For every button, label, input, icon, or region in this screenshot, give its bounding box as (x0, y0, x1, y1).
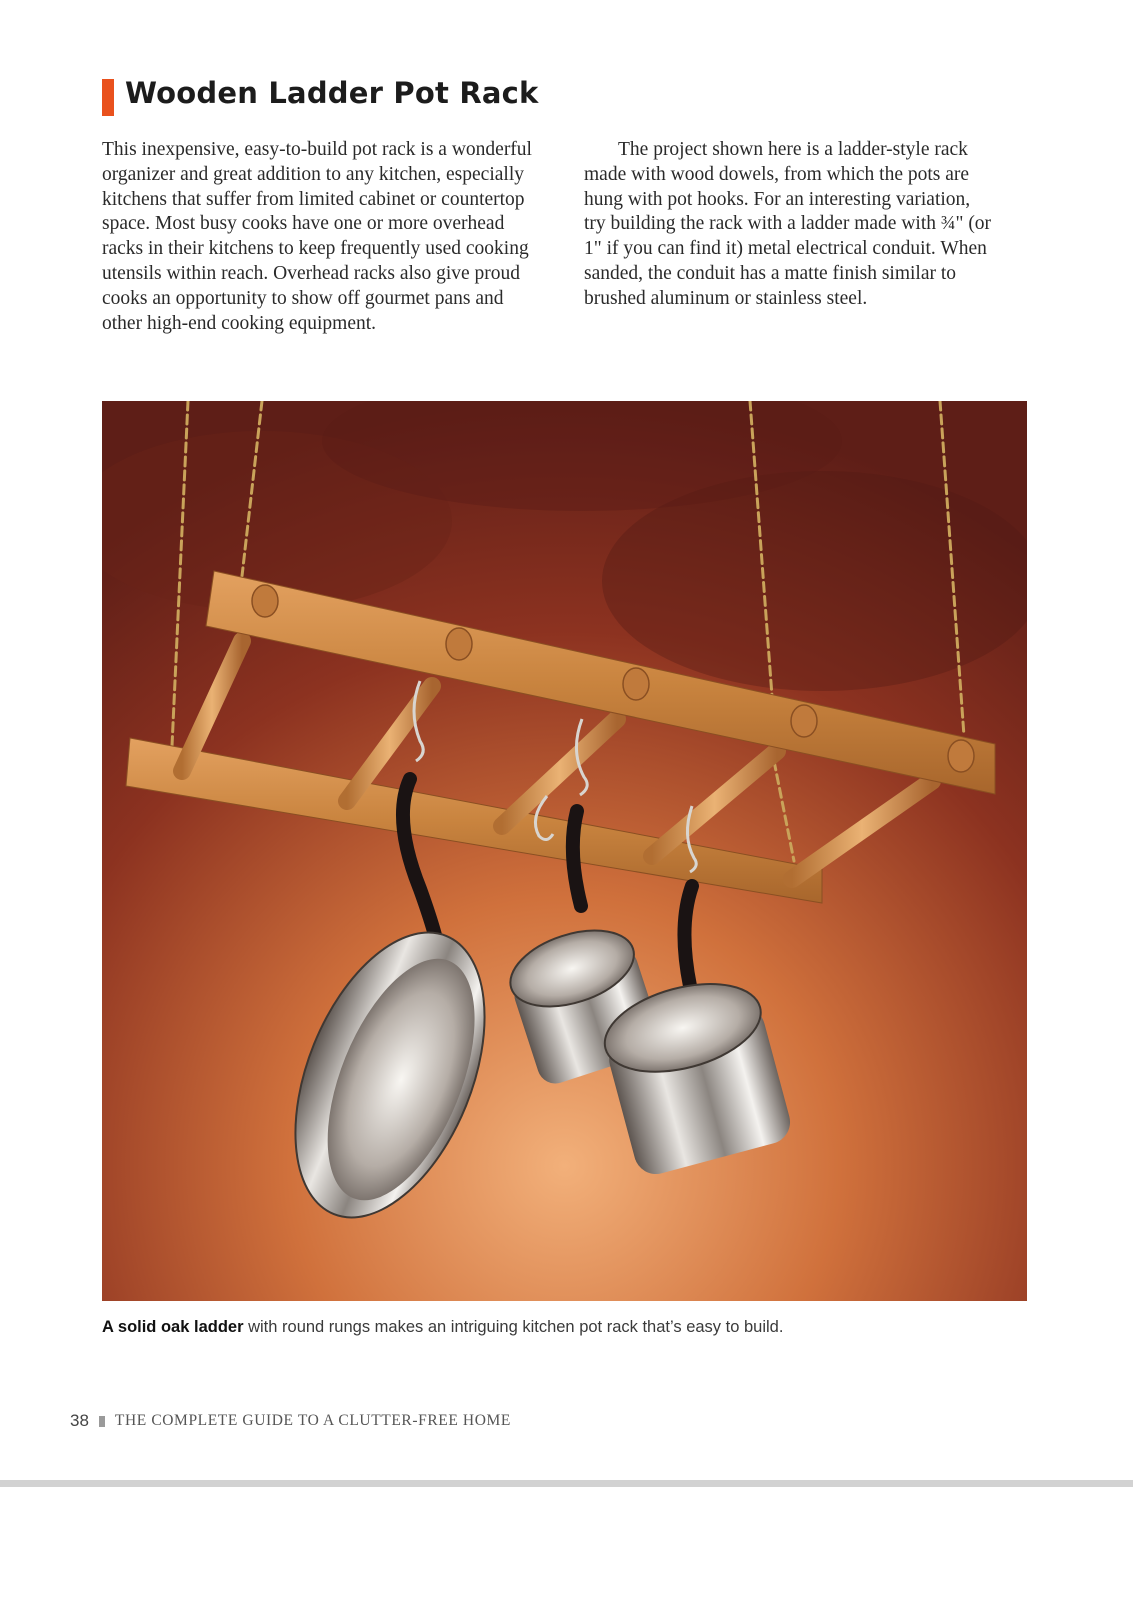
body-line: 1" if you can find it) metal electrical conduit. When (584, 238, 987, 260)
body-column-left (102, 138, 532, 336)
page-number: 38 (70, 1411, 89, 1430)
body-line: The project shown here is a ladder-style rack (618, 139, 968, 160)
heading-accent-bar (102, 79, 114, 116)
pot-rack-photo (102, 401, 1027, 1301)
running-title: THE COMPLETE GUIDE TO A CLUTTER-FREE HOME (114, 1412, 511, 1429)
photo-caption (102, 1318, 783, 1337)
body-line: try building the rack with a ladder made with ¾" (or (584, 213, 992, 235)
bottom-rule (0, 1480, 1133, 1487)
body-line: brushed aluminum or stainless steel. (584, 287, 868, 309)
body-line: This inexpensive, easy-to-build pot rack is a wonderful (102, 139, 532, 160)
body-column-right (584, 138, 991, 312)
body-line: cooks an opportunity to show off gourmet pans and (102, 287, 504, 309)
body-line: utensils within reach. Overhead racks also give proud (102, 262, 521, 284)
body-line: organizer and great addition to any kitchen, especially (102, 163, 524, 185)
body-line: other high-end cooking equipment. (102, 312, 377, 334)
page-title: Wooden Ladder Pot Rack (125, 76, 539, 110)
caption-text: with round rungs makes an intriguing kitchen pot rack that’s easy to build. (243, 1318, 784, 1336)
caption-lead: A solid oak ladder (102, 1318, 244, 1336)
body-line: kitchens that suffer from limited cabinet or countertop (102, 188, 525, 210)
body-line: sanded, the conduit has a matte finish similar to (584, 262, 957, 284)
page-footer (70, 1411, 511, 1431)
body-line: space. Most busy cooks have one or more overhead (102, 213, 505, 235)
footer-separator (99, 1416, 105, 1427)
body-line: racks in their kitchens to keep frequently used cooking (102, 238, 529, 260)
body-line: hung with pot hooks. For an interesting variation, (584, 188, 971, 210)
body-line: made with wood dowels, from which the pots are (584, 163, 970, 185)
